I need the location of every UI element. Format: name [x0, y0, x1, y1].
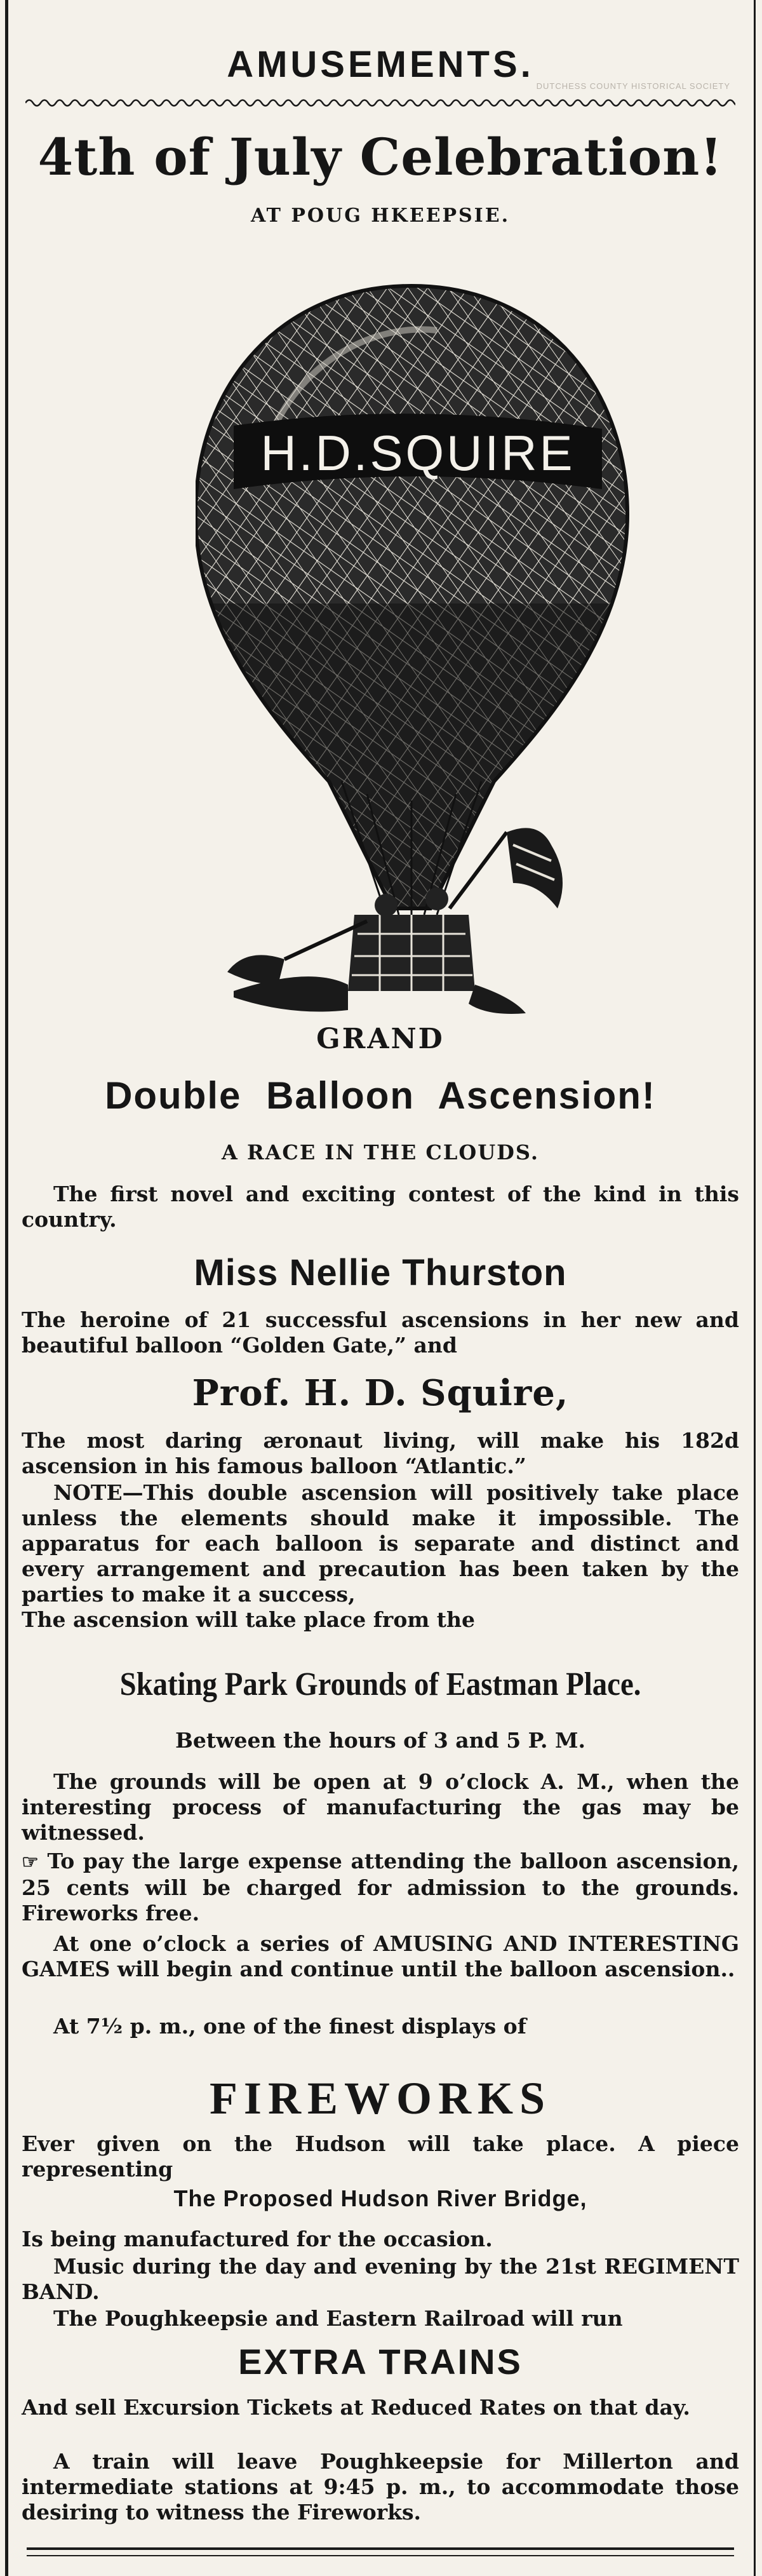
right-column-rule	[754, 0, 756, 2576]
schedule-paragraph: A train will leave Poughkeepsie for Millerton and intermediate stations at 9:45 p. m., to accommodate those desiring to witness the Fireworks.	[22, 2449, 739, 2525]
event-headline: Double Balloon Ascension!	[105, 1074, 656, 1117]
venue-name: Skating Park Grounds of Eastman Place.	[119, 1666, 641, 1703]
svg-text:H.D.SQUIRE: H.D.SQUIRE	[260, 425, 575, 481]
balloon-banner	[234, 414, 602, 489]
section-heading: AMUSEMENTS.	[227, 44, 534, 85]
balloon-basket	[234, 887, 526, 1014]
watermark: DUTCHESS COUNTY HISTORICAL SOCIETY	[536, 81, 730, 91]
admission-text: To pay the large expense attending the balloon ascension, 25 cents will be charged for admission to the grounds. Fireworks free.	[22, 1849, 739, 1925]
venue-hours: Between the hours of 3 and 5 P. M.	[175, 1728, 586, 1753]
wavy-divider	[25, 95, 735, 111]
tickets-paragraph: And sell Excursion Tickets at Reduced Rates on that day.	[22, 2395, 690, 2420]
extra-trains-title: EXTRA TRAINS	[238, 2342, 523, 2382]
aeronaut-thurston-text: The heroine of 21 successful ascensions in her new and beautiful balloon “Golden Gate,” and	[22, 1307, 739, 1358]
bottom-rule-thin	[27, 2555, 734, 2556]
admission-paragraph	[22, 1849, 739, 1926]
games-paragraph: At one o’clock a series of AMUSING AND INTERESTING GAMES will begin and continue until the balloon ascension..	[22, 1931, 739, 1981]
flag-left	[227, 921, 367, 985]
grounds-paragraph: The grounds will be open at 9 o’clock A. M., when the interesting process of manufacturing the gas may be witnessed.	[22, 1769, 739, 1845]
grand-label: GRAND	[316, 1023, 444, 1055]
aeronaut-thurston-name: Miss Nellie Thurston	[194, 1252, 567, 1293]
manufactured-line: Is being manufactured for the occasion.	[22, 2227, 493, 2251]
railroad-line: The Poughkeepsie and Eastern Railroad will run	[53, 2306, 623, 2331]
bridge-title: The Proposed Hudson River Bridge,	[173, 2185, 587, 2211]
evening-paragraph: At 7½ p. m., one of the finest displays of	[53, 2014, 526, 2039]
balloon-illustration	[196, 273, 653, 1023]
advertisement-column	[18, 0, 743, 2576]
aeronaut-squire-name: Prof. H. D. Squire,	[192, 1372, 569, 1414]
note-followup: The ascension will take place from the	[22, 1607, 475, 1632]
pointing-hand-icon: ☞	[22, 1851, 39, 1873]
aeronaut-squire-text: The most daring æronaut living, will make his 182d ascension in his famous balloon “Atlantic.”	[22, 1428, 739, 1478]
event-subhead: A RACE IN THE CLOUDS.	[222, 1140, 539, 1164]
left-column-rule	[5, 0, 8, 2576]
note-paragraph: NOTE—This double ascension will positively take place unless the elements should make it impossible. The apparatus for each balloon is separate and distinct and every arrangement and precaution has been taken by the parties to make it a success,	[22, 1480, 739, 1607]
bottom-rule-thick	[27, 2547, 734, 2550]
event-intro: The first novel and exciting contest of the kind in this country.	[22, 1182, 739, 1232]
location-line: AT POUG HKEEPSIE.	[250, 205, 511, 227]
page-title: 4th of July Celebration!	[37, 127, 723, 187]
fireworks-text: Ever given on the Hudson will take place. A piece representing	[22, 2131, 739, 2182]
fireworks-title: FIREWORKS	[209, 2073, 552, 2124]
balloon-envelope	[196, 273, 653, 908]
music-paragraph: Music during the day and evening by the 21st REGIMENT BAND.	[22, 2254, 739, 2304]
